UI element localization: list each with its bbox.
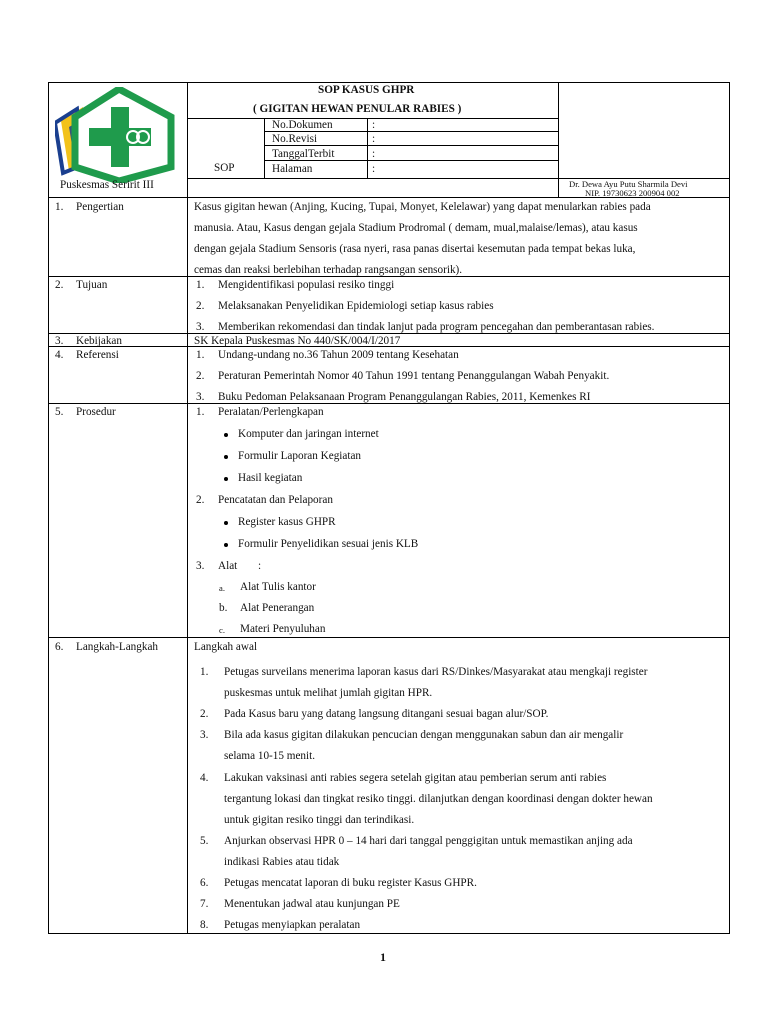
langkah-intro: Langkah awal (194, 641, 258, 653)
list-number: 1. (196, 349, 205, 361)
step-line: indikasi Rabies atau tidak (224, 856, 340, 868)
sub-letter: c. (219, 625, 225, 635)
signer-name: Dr. Dewa Ayu Putu Sharmila Devi (569, 179, 688, 189)
referensi-item: Buku Pedoman Pelaksanaan Program Penanggulangan Rabies, 2011, Kemenkes RI (218, 391, 591, 403)
row-label-referensi: Referensi (76, 349, 119, 361)
row-number: 1. (55, 201, 64, 213)
list-number: 2. (196, 300, 205, 312)
prosedur-heading: Pencatatan dan Pelaporan (218, 494, 333, 506)
signer-nip: NIP. 19730623 200904 002 (585, 188, 680, 198)
field-no-dokumen: No.Dokumen (272, 119, 333, 131)
pengertian-line: manusia. Atau, Kasus dengan gejala Stadium Prodromal ( demam, mual,malaise/lemas), atau kasus (194, 222, 638, 234)
row-number: 3. (55, 335, 64, 347)
prosedur-bullet: Komputer dan jaringan internet (238, 428, 379, 440)
step-number: 8. (200, 919, 209, 931)
row-label-tujuan: Tujuan (76, 279, 108, 291)
step-line: Bila ada kasus gigitan dilakukan pencucian dengan menggunakan sabun dan air mengalir (224, 729, 624, 741)
step-line: puskesmas untuk melihat jumlah gigitan HPR. (224, 687, 433, 699)
step-line: Menentukan jadwal atau kunjungan PE (224, 898, 400, 910)
sop-label: SOP (214, 162, 235, 174)
list-number: 3. (196, 560, 205, 572)
puskesmas-logo (55, 87, 183, 183)
prosedur-heading: Peralatan/Perlengkapan (218, 406, 324, 418)
prosedur-sub: Alat Penerangan (240, 602, 315, 614)
row-label-pengertian: Pengertian (76, 201, 124, 213)
table-border-right (729, 82, 730, 934)
list-number: 3. (196, 321, 205, 333)
prosedur-sep: : (258, 560, 262, 572)
referensi-item: Undang-undang no.36 Tahun 2009 tentang Kesehatan (218, 349, 459, 361)
list-number: 2. (196, 370, 205, 382)
step-number: 1. (200, 666, 209, 678)
field-tanggal-terbit: TanggalTerbit (272, 148, 335, 160)
list-number: 1. (196, 279, 205, 291)
page-number: 1 (380, 950, 386, 964)
step-number: 6. (200, 877, 209, 889)
list-number: 3. (196, 391, 205, 403)
prosedur-sub: Alat Tulis kantor (240, 581, 316, 593)
list-number: 1. (196, 406, 205, 418)
table-border-left (48, 82, 49, 934)
row-label-langkah: Langkah-Langkah (76, 641, 159, 653)
step-number: 5. (200, 835, 209, 847)
row-line (48, 637, 730, 638)
prosedur-bullet: Register kasus GHPR (238, 516, 336, 528)
tujuan-item: Memberikan rekomendasi dan tindak lanjut pada program pencegahan dan pemberantasan rabies. (218, 321, 655, 333)
sop-subtitle: ( GIGITAN HEWAN PENULAR RABIES ) (253, 103, 462, 115)
prosedur-sub: Materi Penyuluhan (240, 623, 326, 635)
step-line: Anjurkan observasi HPR 0 – 14 hari dari tanggal penggigitan untuk memastikan anjing ada (224, 835, 633, 847)
step-line: Petugas menyiapkan peralatan (224, 919, 361, 931)
pengertian-line: Kasus gigitan hewan (Anjing, Kucing, Tupai, Monyet, Kelelawar) yang dapat menularkan rabies pada (194, 201, 651, 213)
step-line: untuk gigitan resiko tinggi dan terindikasi. (224, 814, 415, 826)
sub-letter: b. (219, 602, 228, 614)
row-number: 5. (55, 406, 64, 418)
pengertian-line: cemas dan reaksi berlebihan terhadap rangsangan sensorik). (194, 264, 463, 276)
prosedur-heading: Alat (218, 560, 238, 572)
referensi-item: Peraturan Pemerintah Nomor 40 Tahun 1991 tentang Penanggulangan Wabah Penyakit. (218, 370, 610, 382)
header-field-divider (367, 118, 368, 179)
step-number: 7. (200, 898, 209, 910)
header-sop-divider (264, 118, 265, 179)
row-number: 2. (55, 279, 64, 291)
bullet-icon (224, 543, 228, 547)
field-sep: : (372, 163, 376, 175)
step-line: tergantung lokasi dan tingkat resiko tinggi. dilanjutkan dengan koordinasi dengan dokter hewan (224, 793, 653, 805)
tujuan-item: Melaksanakan Penyelidikan Epidemiologi setiap kasus rabies (218, 300, 494, 312)
row-label-kebijakan: Kebijakan (76, 335, 122, 347)
row-number: 6. (55, 641, 64, 653)
step-number: 2. (200, 708, 209, 720)
step-line: Pada Kasus baru yang datang langsung ditangani sesuai bagan alur/SOP. (224, 708, 549, 720)
row-number: 4. (55, 349, 64, 361)
step-line: Lakukan vaksinasi anti rabies segera setelah gigitan atau pemberian serum anti rabies (224, 772, 607, 784)
bullet-icon (224, 521, 228, 525)
step-line: selama 10-15 menit. (224, 750, 316, 762)
sub-letter: a. (219, 583, 225, 593)
bullet-icon (224, 455, 228, 459)
column-divider (187, 82, 188, 934)
field-no-revisi: No.Revisi (272, 133, 318, 145)
row-label-prosedur: Prosedur (76, 406, 116, 418)
field-halaman: Halaman (272, 163, 313, 175)
step-number: 3. (200, 729, 209, 741)
list-number: 2. (196, 494, 205, 506)
tujuan-item: Mengidentifikasi populasi resiko tinggi (218, 279, 395, 291)
bullet-icon (224, 477, 228, 481)
bullet-icon (224, 433, 228, 437)
header-divider-right (558, 82, 559, 197)
pengertian-line: dengan gejala Stadium Sensoris (rasa nyeri, rasa panas disertai kesemutan pada tempat bekas luka, (194, 243, 636, 255)
field-sep: : (372, 119, 376, 131)
kebijakan-text: SK Kepala Puskesmas No 440/SK/004/I/2017 (194, 335, 401, 347)
step-line: Petugas mencatat laporan di buku register Kasus GHPR. (224, 877, 477, 889)
prosedur-bullet: Hasil kegiatan (238, 472, 303, 484)
puskesmas-name: Puskesmas Seririt III (60, 179, 154, 191)
field-sep: : (372, 148, 376, 160)
step-line: Petugas surveilans menerima laporan kasus dari RS/Dinkes/Masyarakat atau mengkaji register (224, 666, 648, 678)
prosedur-bullet: Formulir Laporan Kegiatan (238, 450, 362, 462)
sop-title: SOP KASUS GHPR (318, 84, 415, 96)
field-sep: : (372, 133, 376, 145)
step-number: 4. (200, 772, 209, 784)
table-border-bottom (48, 933, 730, 934)
prosedur-bullet: Formulir Penyelidikan sesuai jenis KLB (238, 538, 419, 550)
